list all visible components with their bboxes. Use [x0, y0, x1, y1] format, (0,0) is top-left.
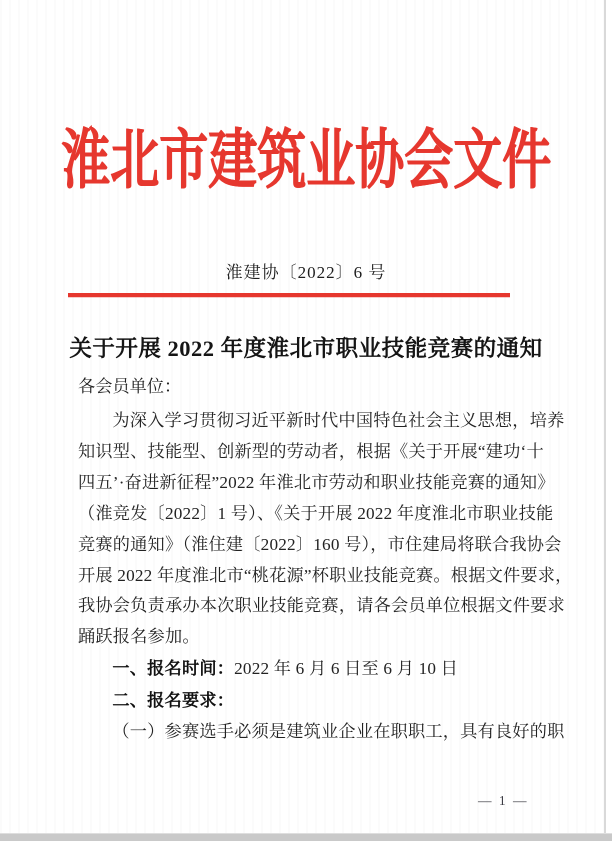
paragraph-line: 四五’·奋进新征程”2022 年淮北市劳动和职业技能竞赛的通知》: [78, 472, 555, 492]
item-requirement-1: （一）参赛选手必须是建筑业企业在职职工，具有良好的职: [112, 722, 565, 742]
paragraph-line: 竞赛的通知》（淮住建〔2022〕160 号），市住建局将联合我协会: [78, 534, 562, 554]
item-signup-requirements-label: 二、报名要求：: [112, 690, 235, 711]
page-number: — 1 —: [478, 793, 529, 808]
paragraph-line: 踊跃报名参加。: [78, 627, 200, 647]
item-signup-requirements: [78, 685, 538, 717]
item-signup-time-label: 一、报名时间：: [112, 658, 235, 679]
scan-edge-bottom: [0, 833, 612, 841]
notice-body: [78, 406, 573, 748]
item-signup-time: [78, 653, 538, 685]
paragraph-line: 知识型、技能型、创新型的劳动者，根据《关于开展“建功‘十: [78, 441, 544, 461]
document-header-title: [0, 124, 612, 197]
paragraph-line: 我协会负责承办本次职业技能竞赛，请各会员单位根据文件要求: [78, 596, 565, 616]
scan-edge-right: [604, 0, 606, 841]
salutation: 各会员单位：: [78, 377, 182, 396]
paragraph-line: （淮竞发〔2022〕1 号）、《关于开展 2022 年度淮北市职业技能: [78, 503, 554, 523]
item-signup-time-value: 2022 年 6 月 6 日至 6 月 10 日: [234, 659, 459, 679]
red-divider-line: [68, 293, 510, 297]
paragraph-line: 开展 2022 年度淮北市“桃花源”杯职业技能竞赛。根据文件要求，: [78, 565, 573, 585]
paragraph-line: 为深入学习贯彻习近平新时代中国特色社会主义思想，培养: [112, 411, 565, 430]
document-number: 淮建协〔2022〕6 号: [225, 263, 387, 282]
notice-title: 关于开展 2022 年度淮北市职业技能竞赛的通知: [69, 336, 543, 361]
org-title-text: 淮北市建筑业协会文件: [60, 124, 551, 197]
